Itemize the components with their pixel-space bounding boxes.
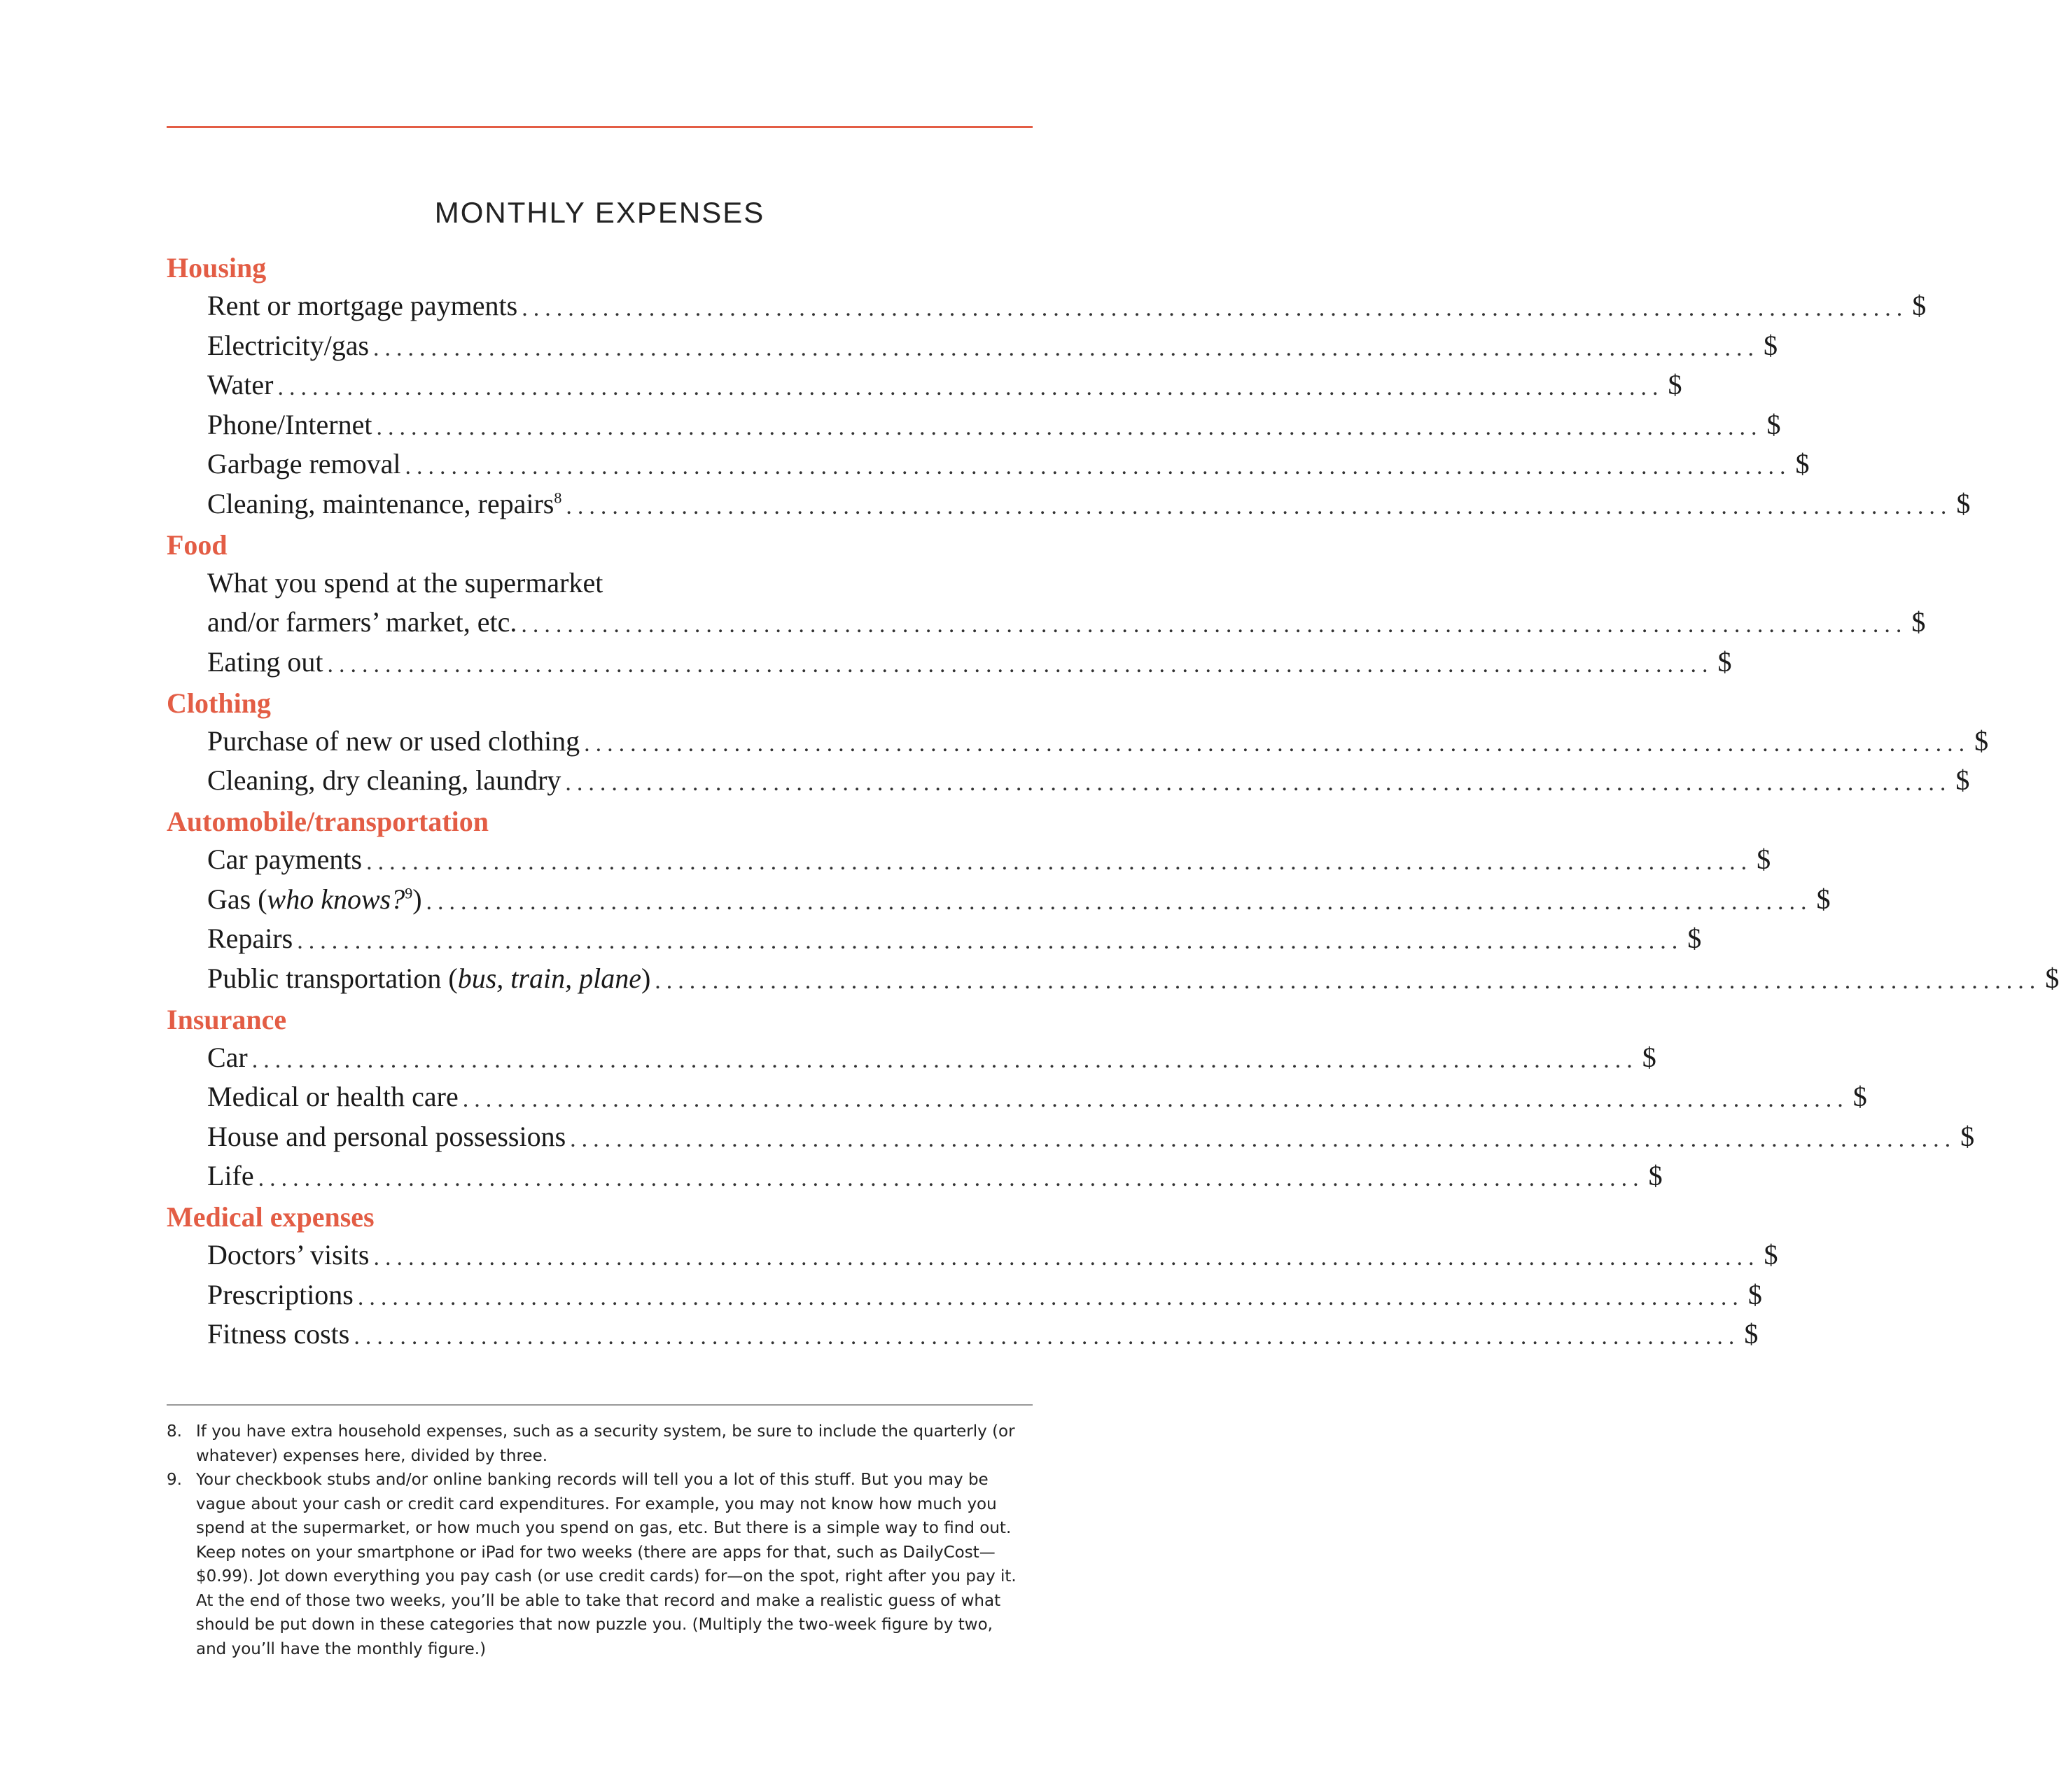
- dot-leader: ........................................................................................................................: [566, 493, 1953, 519]
- expense-label: [207, 1120, 566, 1153]
- expense-label: [207, 1080, 459, 1113]
- expense-label: [207, 1317, 349, 1350]
- dollar-sign: $: [1955, 764, 1970, 796]
- footnote: [167, 1468, 1028, 1661]
- expense-row: [167, 368, 1682, 407]
- dollar-sign: $: [1956, 487, 1971, 519]
- footnote-ref: 9: [405, 884, 413, 902]
- expense-row: [167, 881, 1831, 921]
- expense-row: [167, 921, 1702, 961]
- expense-row: [167, 1158, 1663, 1198]
- dot-leader: ........................................................................................................................: [521, 612, 1908, 638]
- dollar-sign: $: [1911, 606, 1926, 638]
- dot-leader: ........................................................................................................................: [376, 414, 1763, 440]
- expense-label-italic: who knows?: [267, 883, 405, 915]
- expense-label: [207, 1278, 354, 1311]
- dollar-sign: $: [1747, 1278, 1762, 1310]
- dollar-sign: $: [1795, 448, 1810, 479]
- dot-leader: ........................................................................................................................: [565, 770, 1952, 796]
- footnote-number: 8.: [167, 1422, 182, 1441]
- expense-row: [167, 960, 2059, 1000]
- expense-row: [167, 605, 1926, 645]
- expense-label-text: Eating out: [207, 645, 323, 678]
- expense-label-text: and/or farmers’ market, etc.: [207, 606, 517, 638]
- expense-label-text: Water: [207, 369, 274, 400]
- dollar-sign: $: [1764, 1239, 1778, 1270]
- dot-leader: ........................................................................................................................: [327, 651, 1714, 678]
- dollar-sign: $: [1642, 1041, 1656, 1073]
- expense-label-text: Fitness costs: [207, 1318, 350, 1350]
- dot-leader: ........................................................................................................................: [373, 1245, 1760, 1270]
- expense-label-text: Repairs: [207, 923, 293, 954]
- expense-label: [207, 724, 580, 757]
- dot-leader: ........................................................................................................................: [354, 1324, 1740, 1350]
- expense-label-text: Cleaning, maintenance, repairs: [207, 487, 554, 519]
- expense-label: [207, 843, 362, 876]
- expense-label: [207, 645, 323, 678]
- expense-row: [167, 1119, 1975, 1158]
- dot-leader: ........................................................................................................................: [373, 335, 1760, 361]
- expense-label-text: Purchase of new or used clothing: [207, 724, 580, 757]
- expense-row: [167, 407, 1781, 447]
- expense-label-text: Car payments: [207, 844, 363, 875]
- dollar-sign: $: [1648, 1160, 1663, 1191]
- expense-label: [207, 1159, 254, 1192]
- footnote-text: Your checkbook stubs and/or online banking records will tell you a lot of this stuff. But you may be vague about your cash or credit card expenditures. For example, you may not know how much you spend at the supermarket, or how much you spend on gas, etc. But there is a simple way to find out. Keep notes on your smartphone or iPad for two weeks (there are apps for that, such as DailyCost—$0.99). Jot down everything you pay cash (or use credit cards) for—on the spot, right after you pay it. At the end of those two weeks, you’ll be able to take that record and make a realistic guess of what should be put down in these categories that now puzzle you. (Multiply the two-week figure by two, and you’ll have the monthly figure.): [196, 1471, 1017, 1658]
- page-title: MONTHLY EXPENSES: [434, 196, 765, 229]
- category-heading: Medical expenses: [167, 1201, 375, 1233]
- expense-row: [167, 842, 1771, 882]
- expense-row: [167, 288, 1927, 328]
- expense-row: [167, 486, 1971, 526]
- dot-leader: ........................................................................................................................: [357, 1284, 1744, 1310]
- expense-label: [207, 764, 561, 797]
- category-heading: Clothing: [167, 687, 271, 719]
- top-rule: [167, 126, 1033, 128]
- footnote-ref: 8: [554, 489, 562, 507]
- expense-label-suffix: ): [641, 962, 651, 994]
- dollar-sign: $: [1960, 1120, 1975, 1152]
- expense-label: [207, 368, 274, 401]
- expense-row: [167, 1238, 1778, 1278]
- dollar-sign: $: [1912, 290, 1927, 321]
- dollar-sign: $: [2045, 962, 2059, 994]
- expense-label-italic: bus, train, plane: [457, 962, 641, 994]
- expense-label-text: Prescriptions: [207, 1278, 354, 1310]
- dollar-sign: $: [1764, 329, 1778, 361]
- dot-leader: ........................................................................................................................: [258, 1166, 1645, 1191]
- category-heading: Housing: [167, 252, 267, 284]
- expense-label: [207, 922, 293, 955]
- expense-label-text: Medical or health care: [207, 1081, 459, 1112]
- dollar-sign: $: [1717, 645, 1732, 678]
- dot-leader: ........................................................................................................................: [277, 374, 1664, 400]
- dollar-sign: $: [1668, 369, 1682, 400]
- dot-leader: ........................................................................................................................: [366, 849, 1753, 875]
- dollar-sign: $: [1687, 923, 1702, 954]
- expense-label-text: Cleaning, dry cleaning, laundry: [207, 764, 561, 796]
- expense-label-text: Rent or mortgage payments: [207, 290, 518, 321]
- expense-label-text: Gas (: [207, 883, 267, 915]
- expense-label-text: Life: [207, 1160, 254, 1191]
- expense-label-text: What you spend at the supermarket: [207, 566, 603, 598]
- expense-row: [167, 763, 1970, 803]
- dot-leader: ........................................................................................................................: [462, 1086, 1849, 1112]
- dot-leader: ........................................................................................................................: [570, 1126, 1957, 1152]
- dot-leader: ........................................................................................................................: [655, 967, 2041, 994]
- expense-label: [207, 408, 372, 441]
- expense-label: [207, 447, 401, 480]
- expense-label-text: Doctors’ visits: [207, 1239, 370, 1270]
- footnote: [167, 1420, 1028, 1468]
- expense-row: [167, 1079, 1867, 1119]
- expense-label: [207, 289, 517, 322]
- expense-label: [207, 1238, 369, 1271]
- dot-leader: ........................................................................................................................: [426, 888, 1813, 915]
- footnote-text: If you have extra household expenses, such as a security system, be sure to include the quarterly (or whatever) expenses here, divided by three.: [196, 1422, 1015, 1465]
- dollar-sign: $: [1744, 1318, 1759, 1350]
- expense-label-text: Garbage removal: [207, 448, 401, 479]
- footnote-divider: [167, 1404, 1033, 1406]
- expense-label: [207, 606, 517, 638]
- expense-label: [207, 566, 603, 599]
- dollar-sign: $: [1757, 844, 1771, 875]
- expense-label-text: Phone/Internet: [207, 408, 372, 440]
- dollar-sign: $: [1852, 1081, 1867, 1112]
- expense-label: [207, 962, 650, 995]
- dot-leader: ........................................................................................................................: [584, 730, 1971, 757]
- dot-leader: ........................................................................................................................: [251, 1046, 1638, 1073]
- expense-label: [207, 883, 422, 916]
- expense-row: [167, 723, 1989, 763]
- expense-label: [207, 1041, 248, 1074]
- category-heading: Automobile/transportation: [167, 806, 489, 837]
- expense-row: [167, 565, 1033, 605]
- expense-row: [167, 1317, 1759, 1357]
- expense-list: [167, 248, 2059, 1356]
- dollar-sign: $: [1766, 408, 1781, 440]
- dollar-sign: $: [1974, 724, 1989, 757]
- dot-leader: ........................................................................................................................: [522, 295, 1908, 321]
- footnotes: [167, 1420, 1028, 1661]
- dot-leader: ........................................................................................................................: [297, 928, 1684, 954]
- expense-label: [207, 329, 369, 362]
- expense-label-text: Public transportation (: [207, 962, 458, 994]
- expense-row: [167, 1040, 1656, 1079]
- dollar-sign: $: [1816, 883, 1831, 915]
- expense-label-text: House and personal possessions: [207, 1120, 566, 1152]
- category-heading: Insurance: [167, 1003, 287, 1035]
- expense-row: [167, 1277, 1762, 1317]
- expense-label-suffix: ): [412, 883, 422, 915]
- expense-label: [207, 487, 561, 520]
- expense-row: [167, 447, 1810, 486]
- expense-label-text: Electricity/gas: [207, 329, 370, 361]
- expense-row: [167, 644, 1732, 684]
- category-heading: Food: [167, 528, 228, 561]
- dot-leader: ........................................................................................................................: [405, 454, 1792, 479]
- expense-label-text: Car: [207, 1041, 248, 1073]
- footnote-number: 9.: [167, 1471, 182, 1489]
- expense-row: [167, 328, 1778, 368]
